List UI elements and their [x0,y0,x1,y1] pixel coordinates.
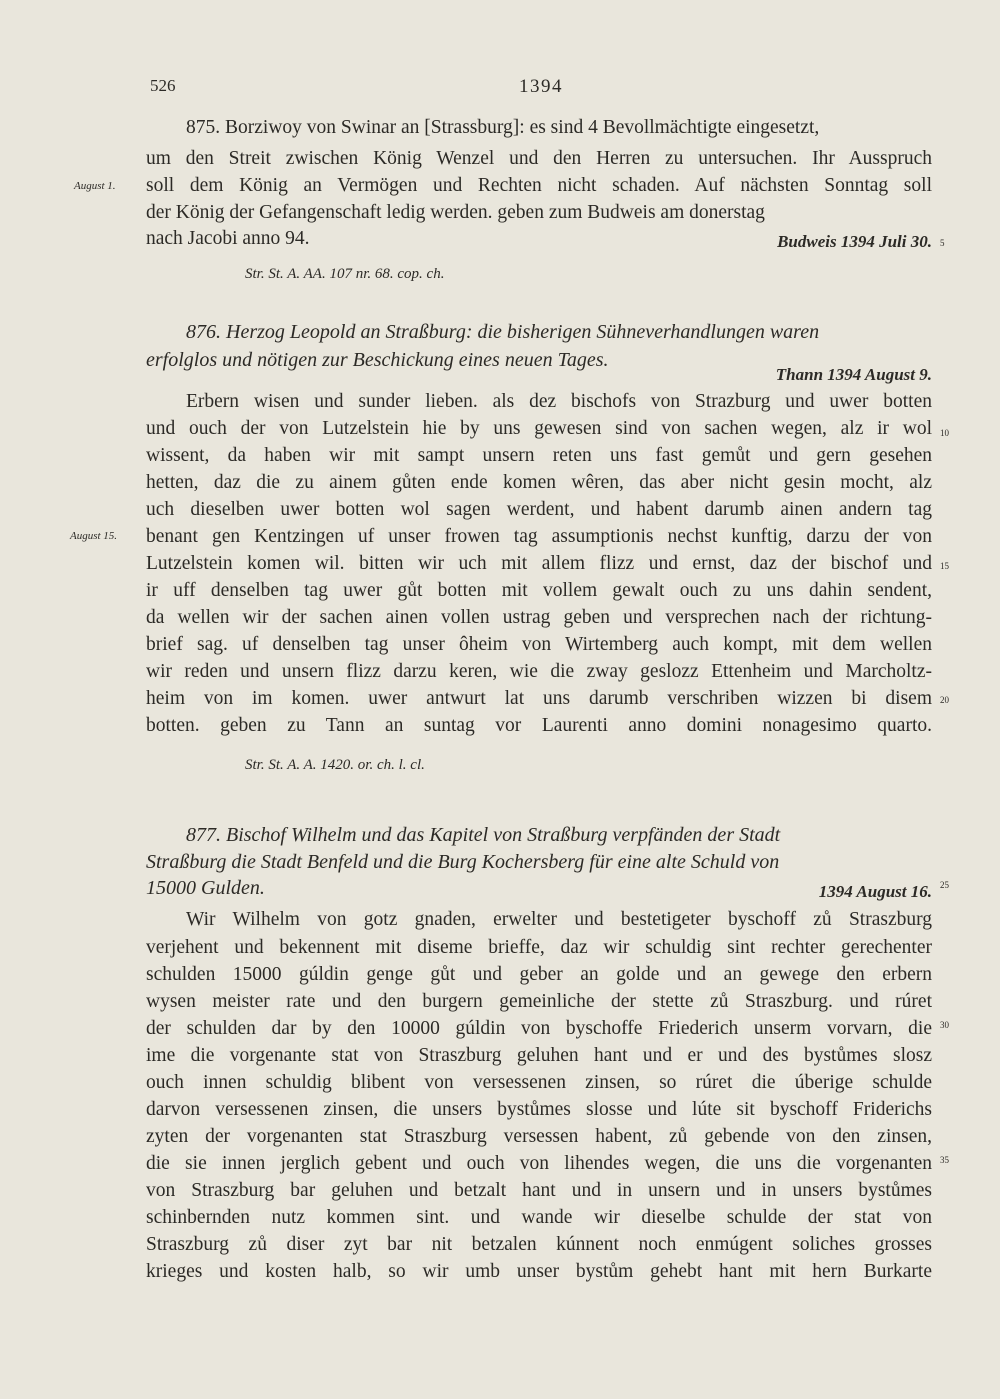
doc875-source: Str. St. A. AA. 107 nr. 68. cop. ch. [245,266,445,282]
doc877-heading-line-2: Straßburg die Stadt Benfeld und die Burg Kochersberg für eine alte Schuld von [146,851,780,873]
doc875-line-3: soll dem König an Vermögen und Rechten nicht schaden. Auf nächsten Sonntag soll [146,175,932,196]
doc877-line-11: von Straszburg bar geluhen und betzalt hant und in unsern und in unsers bystůmes [146,1180,932,1201]
doc875-line-4: der König der Gefangenschaft ledig werden. geben zum Budweis am donerstag [146,202,765,223]
line-number-10: 10 [940,428,949,438]
doc877-line-1: Wir Wilhelm von gotz gnaden, erwelter und bestetigeter byschoff zů Straszburg [186,909,932,930]
doc877-line-9: zyten der vorgenanten stat Straszburg versessen habent, zů gebende von den zinsen, [146,1126,932,1147]
line-number-15: 15 [940,561,949,571]
doc876-heading-line-2: erfolglos und nötigen zur Beschickung eines neuen Tages. [146,349,609,371]
doc876-line-8: ir uff denselben tag uwer gůt botten mit vollem gewalt ouch zu uns dahin sendent, [146,580,932,601]
page-number: 526 [150,76,176,95]
doc876-line-12: heim von im komen. uwer antwurt lat uns darumb verschriben wizzen bi disem [146,688,932,709]
line-number-35: 35 [940,1155,949,1165]
doc876-line-6: benant gen Kentzingen uf unser frowen tag assumptionis nechst kunftig, darzu der von [146,526,932,547]
doc877-line-14: krieges und kosten halb, so wir umb unser bystům gehebt hant mit hern Burkarte [146,1261,932,1282]
doc876-line-10: brief sag. uf denselben tag unser ôheim von Wirtemberg auch kompt, mit dem wellen [146,634,932,655]
doc876-line-9: da wellen wir der sachen ainen vollen ustrag geben und versprechen nach der richtung- [146,607,932,628]
doc876-heading-line-1: 876. Herzog Leopold an Straßburg: die bisherigen Sühneverhandlungen waren [186,321,820,343]
doc875-line-2: um den Streit zwischen König Wenzel und den Herren zu untersuchen. Ihr Ausspruch [146,148,932,169]
doc877-line-10: die sie innen jerglich gebent und ouch von lihendes wegen, die uns die vorgenanten [146,1153,932,1174]
doc877-heading-line-3: 15000 Gulden. [146,877,265,899]
doc876-dating: Thann 1394 August 9. [775,365,932,384]
doc876-line-13: botten. geben zu Tann an suntag vor Laurenti anno domini nonagesimo quarto. [146,715,932,736]
doc875-margin-note: August 1. [74,180,116,192]
doc876-line-4: hetten, daz die zu ainem gůten ende komen wêren, das aber nicht gesin mocht, alz [146,472,932,493]
doc877-dating: 1394 August 16. [818,882,932,901]
doc876-margin-note: August 15. [70,530,118,542]
doc877-line-2: verjehent und bekennent mit diseme brieffe, daz wir schuldig sint rechter gerechenter [146,937,932,958]
line-number-25: 25 [940,880,949,890]
doc876-line-1: Erbern wisen und sunder lieben. als dez bischofs von Strazburg und uwer botten [186,391,932,412]
doc876-source: Str. St. A. A. 1420. or. ch. l. cl. [245,757,425,773]
doc877-line-13: Straszburg zů diser zyt bar nit betzalen kúnnent noch enmúgent soliches grosses [146,1234,932,1255]
doc876-line-11: wir reden und unsern flizz darzu keren, wie die zway geslozz Ettenheim und Marcholtz- [146,661,932,682]
doc877-line-12: schinbernden nutz kommen sint. und wande wir dieselbe schulde der stat von [146,1207,932,1228]
doc877-line-4: wysen meister rate und den burgern gemeinliche der stette zů Straszburg. und rúret [146,991,932,1012]
line-number-20: 20 [940,695,949,705]
doc876-line-5: uch dieselben uwer botten wol sagen werdent, und habent darumb ainen andern tag [146,499,932,520]
doc875-dating: Budweis 1394 Juli 30. [777,232,932,251]
doc877-line-3: schulden 15000 gúldin genge gůt und geber an golde und an gewege den erbern [146,964,932,985]
running-head-year: 1394 [519,76,563,97]
line-number-5: 5 [940,238,945,248]
doc877-line-5: der schulden dar by den 10000 gúldin von byschoffe Friederich unserm vorvarn, die [146,1018,932,1039]
doc876-line-2: und ouch der von Lutzelstein hie by uns gewesen sind von sachen wegen, alz ir wol [146,418,932,439]
doc877-heading-line-1: 877. Bischof Wilhelm und das Kapitel von Straßburg verpfänden der Stadt [186,824,781,846]
doc875-line-5: nach Jacobi anno 94. [146,228,310,249]
line-number-30: 30 [940,1020,949,1030]
doc877-line-8: darvon versessenen zinsen, die unsers bystůmes slosse und lúte sit byschoff Friderichs [146,1099,932,1120]
doc875-line-1: 875. Borziwoy von Swinar an [Strassburg]: es sind 4 Bevollmächtigte eingesetzt, [186,117,820,138]
doc876-line-7: Lutzelstein komen wil. bitten wir uch mit allem flizz und ernst, daz der bischof und [146,553,932,574]
doc877-line-7: ouch innen schuldig blibent von versessenen zinsen, so rúret die úberige schulde [146,1072,932,1093]
doc876-line-3: wissent, da haben wir mit sampt unsern reten uns fast gemůt und gern gesehen [146,445,932,466]
doc877-line-6: ime die vorgenante stat von Straszburg geluhen hant und er und des bystůmes slosz [146,1045,932,1066]
